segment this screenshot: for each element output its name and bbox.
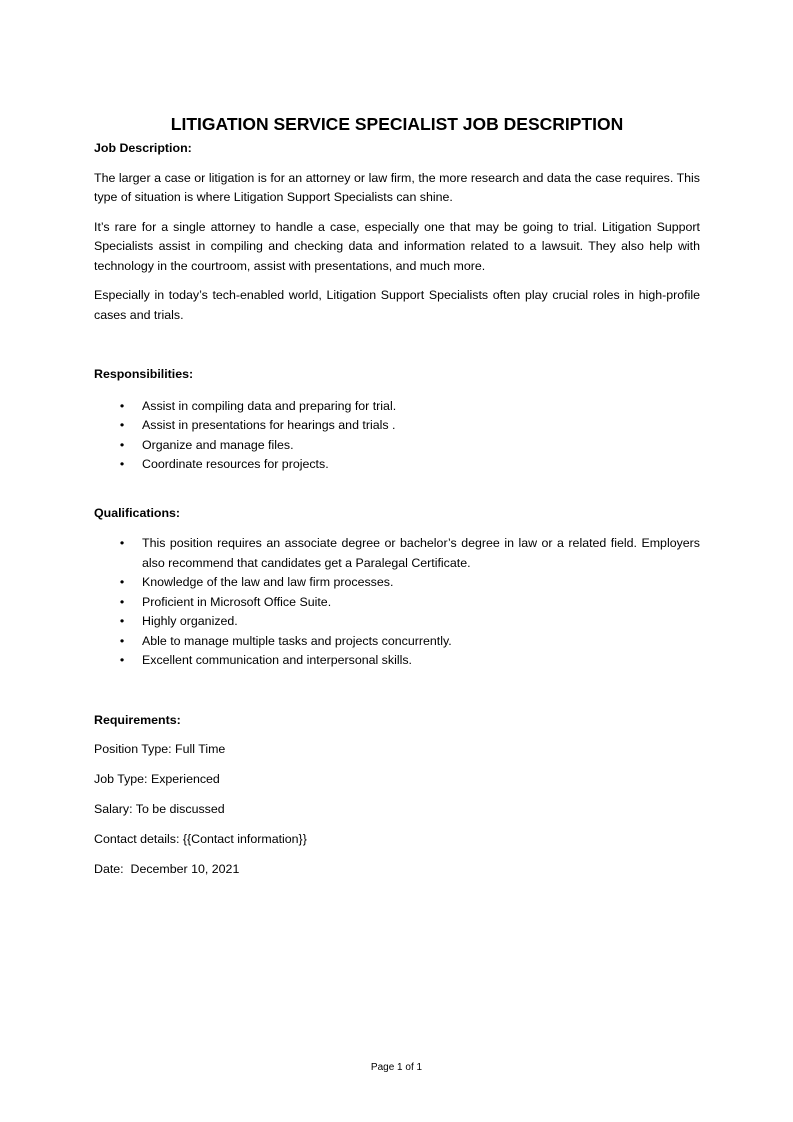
list-item	[94, 416, 700, 436]
list-item-text: Highly organized.	[142, 614, 238, 628]
bullet-icon: •	[119, 575, 125, 589]
date: Date: December 10, 2021	[94, 862, 240, 876]
job-description-paragraph: It’s rare for a single attorney to handle a case, especially one that may be going to trial. Litigation Support Specialists assist in compiling and checking data and information related to a lawsuit. They also help with technology in the courtroom, assist with presentations, and much more.	[94, 219, 700, 273]
list-item-text: Excellent communication and interpersonal skills.	[142, 653, 412, 667]
position-type: Position Type: Full Time	[94, 742, 226, 756]
list-item-text: Assist in compiling data and preparing for trial.	[142, 398, 397, 413]
list-item	[94, 573, 700, 593]
salary: Salary: To be discussed	[94, 802, 225, 816]
list-item-text: Coordinate resources for projects.	[142, 457, 329, 471]
qualifications-heading: Qualifications:	[94, 505, 181, 520]
list-item	[94, 436, 700, 456]
contact-details: Contact details: {{Contact information}}	[94, 832, 307, 846]
job-description-heading: Job Description:	[94, 141, 192, 155]
document-page	[94, 112, 700, 890]
job-type: Job Type: Experienced	[94, 772, 220, 786]
bullet-icon: •	[119, 653, 125, 667]
bullet-icon: •	[119, 398, 125, 413]
bullet-icon: •	[119, 594, 125, 609]
page-footer: Page 1 of 1	[370, 1062, 423, 1073]
list-item	[94, 612, 700, 632]
list-item	[94, 593, 700, 613]
bullet-icon: •	[119, 437, 125, 452]
list-item	[94, 455, 700, 475]
bullet-icon: •	[119, 418, 125, 432]
list-item-text: Organize and manage files.	[142, 437, 294, 452]
list-item-text: Knowledge of the law and law firm processes.	[142, 575, 394, 589]
list-item	[94, 651, 700, 671]
responsibilities-heading: Responsibilities:	[94, 367, 194, 381]
list-item-text: Proficient in Microsoft Office Suite.	[142, 594, 332, 609]
bullet-icon: •	[119, 633, 125, 648]
job-description-paragraph: Especially in today’s tech-enabled world, Litigation Support Specialists often play crucial roles in high-profile cases and trials.	[94, 288, 700, 322]
bullet-icon: •	[119, 536, 125, 550]
list-item	[94, 632, 700, 652]
job-description-paragraph: The larger a case or litigation is for an attorney or law firm, the more research and data the case requires. This type of situation is where Litigation Support Specialists can shine.	[94, 170, 700, 204]
bullet-icon: •	[119, 457, 125, 471]
qualifications-list	[94, 534, 700, 671]
bullet-icon: •	[119, 614, 125, 628]
list-item-text: Assist in presentations for hearings and trials .	[142, 418, 396, 432]
list-item	[94, 397, 700, 417]
requirements-heading: Requirements:	[94, 712, 181, 727]
responsibilities-list	[94, 397, 700, 475]
list-item-text: Able to manage multiple tasks and projects concurrently.	[142, 633, 452, 648]
document-title: LITIGATION SERVICE SPECIALIST JOB DESCRIPTION	[170, 114, 624, 134]
list-item-text: This position requires an associate degree or bachelor’s degree in law or a related field. Employers also recommend that candidates get a Paralegal Certificate.	[142, 536, 700, 570]
list-item	[94, 534, 700, 573]
